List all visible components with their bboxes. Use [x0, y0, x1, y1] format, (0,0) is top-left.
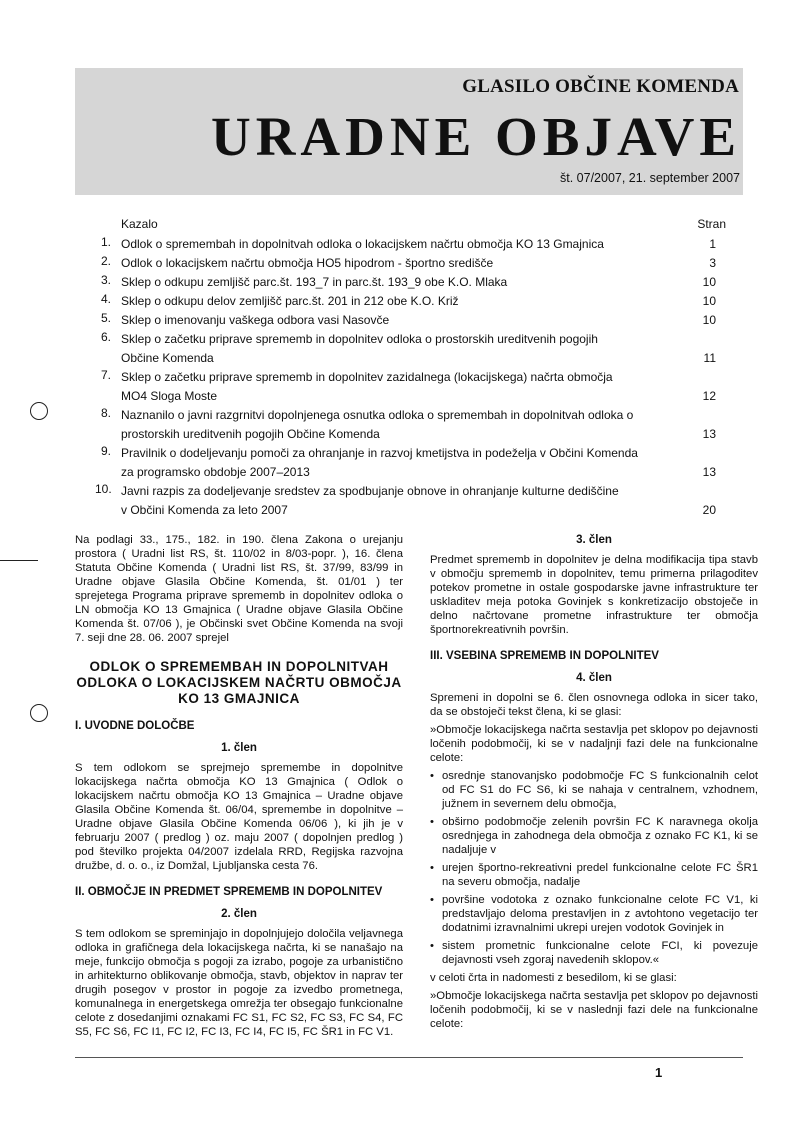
- footer-rule: [75, 1057, 743, 1058]
- publication-title: URADNE OBJAVE: [210, 106, 741, 167]
- fold-mark: [0, 560, 38, 561]
- table-of-contents: [95, 213, 730, 520]
- toc-item: [95, 368, 730, 406]
- toc-item-page: 10: [702, 294, 716, 308]
- toc-item-number: 5.: [100, 311, 111, 325]
- toc-item-page: 13: [702, 465, 716, 479]
- toc-item-number: 10.: [95, 482, 112, 496]
- toc-item-page: 13: [702, 427, 716, 441]
- toc-item-line: Sklep o imenovanju vaškega odbora vasi Nasovče: [121, 313, 390, 327]
- toc-item-number: 4.: [100, 292, 111, 306]
- toc-item-line: Odlok o lokacijskem načrtu območja HO5 hipodrom - športno središče: [121, 256, 494, 270]
- toc-item: [95, 254, 730, 273]
- article-text: Spremeni in dopolni se 6. člen osnovnega odloka in sicer tako, da se obstoječi tekst člena, ki se glasi:: [430, 692, 758, 718]
- list-item: • osrednje stanovanjsko podobmočje FC S funkcionalnih celot od FC S1 do FC S6, ki se nahaja v centralnem, vzhodnem, južnem in severnem delu območja,: [430, 769, 758, 811]
- toc-item-line: Odlok o spremembah in dopolnitvah odloka o lokacijskem načrtu območja KO 13 Gmajnica: [121, 237, 604, 251]
- article-heading: 3. člen: [576, 534, 612, 546]
- toc-item-page: 12: [702, 389, 716, 403]
- toc-item-line: Javni razpis za dodeljevanje sredstev za spodbujanje obnove in ohranjanje kulturne dediščine: [121, 484, 619, 498]
- toc-item-page: 10: [702, 275, 716, 289]
- toc-item-page: 20: [702, 503, 716, 517]
- quoted-text: »Območje lokacijskega načrta sestavlja pet sklopov po dejavnosti ločenih podobmočij, ki se v naslednji fazi dele na funkcionalne celote:: [430, 990, 758, 1030]
- toc-page-heading: Stran: [697, 217, 726, 231]
- masthead: [75, 68, 743, 195]
- toc-item-line: Sklep o začetku priprave sprememb in dopolnitev odloka o prostorskih ureditvenih pogojih: [121, 332, 598, 346]
- toc-item: [95, 292, 730, 311]
- toc-item-title: [121, 254, 680, 273]
- toc-item-number: 8.: [100, 406, 111, 420]
- toc-item-page: 1: [709, 237, 716, 251]
- article-text: v celoti črta in nadomesti z besedilom, ki se glasi:: [430, 972, 677, 984]
- toc-item-title: [121, 292, 680, 311]
- toc-item: [95, 330, 730, 368]
- toc-item-line: Pravilnik o dodeljevanju pomoči za ohranjanje in razvoj kmetijstva in podeželja v Občini Komenda: [121, 446, 638, 460]
- punch-hole-top: [30, 402, 48, 420]
- toc-item-title: [121, 273, 680, 292]
- toc-item-number: 3.: [100, 273, 111, 287]
- toc-item-line: Občine Komenda: [121, 351, 214, 365]
- toc-item-line: MO4 Sloga Moste: [121, 389, 218, 403]
- publisher-name: GLASILO OBČINE KOMENDA: [462, 76, 739, 97]
- article-heading: 4. člen: [576, 672, 612, 684]
- toc-header: [95, 213, 730, 235]
- act-title: ODLOK O SPREMEMBAH IN DOPOLNITVAH ODLOKA O LOKACIJSKEM NAČRTU OBMOČJA KO 13 GMAJNICA: [76, 659, 402, 706]
- left-column: [75, 533, 403, 1039]
- issue-info: št. 07/2007, 21. september 2007: [560, 171, 740, 185]
- list-item: • sistem prometnic funkcionalne celote FCI, ki povezuje dejavnosti vseh zgoraj navedenih sklopov.«: [430, 939, 758, 967]
- list-item: • obširno podobmočje zelenih površin FC K naravnega okolja osrednjega in zahodnega dela območja z oznako FC K1, ki se nadaljuje v: [430, 815, 758, 857]
- toc-item-line: Sklep o začetku priprave sprememb in dopolnitev zazidalnega (lokacijskega) načrta območja: [121, 370, 613, 384]
- toc-item-line: za programsko obdobje 2007–2013: [121, 465, 310, 479]
- toc-item: [95, 406, 730, 444]
- toc-item: [95, 311, 730, 330]
- preamble: Na podlagi 33., 175., 182. in 190. člena Zakona o urejanju prostora ( Uradni list RS, št. 110/02 in 8/03-popr. ), 16. člena Statuta Občine Komenda ( Uradni list RS, št. 37/99, 83/99 in Uradne objave Glasila Občine Komenda, št. 01/01 ) ter sprejetega Programa priprave sprememb in dopolnitev odloka o LN območja KO 13 Gmajnica ( Uradne objave Glasila Občine Komenda št. 07/06 ), je Občinski svet Občine Komenda na svoji 7. seji dne 28. 06. 2007 sprejel: [75, 534, 403, 644]
- toc-item: [95, 482, 730, 520]
- toc-item-title: [121, 330, 680, 368]
- article-text: Predmet sprememb in dopolnitev je delna modifikacija tipa stavb v območju sprememb in dopolnitev, temu primerna prilagoditev potekov prometne in ostale gospodarske javne infrastrukture ter uskladitev meja potoka Govinjek s konkretizacijo obstoječe in delno načrtovane prometne infrastrukture ter območja športnorekreativnih površin.: [430, 554, 758, 636]
- toc-item-number: 2.: [100, 254, 111, 268]
- toc-item-title: [121, 482, 680, 520]
- toc-item: [95, 273, 730, 292]
- toc-item-line: v Občini Komenda za leto 2007: [121, 503, 288, 517]
- toc-item-number: 1.: [100, 235, 111, 249]
- article-text: S tem odlokom se spreminjajo in dopolnjujejo določila veljavnega odloka in grafičnega dela lokacijskega načrta, ki se nanašajo na meje, funkcijo območja s pogoji za izrabo, pogoje za urbanistično in arhitekturno oblikovanje območja, stavb, objektov in naprav ter drugih posegov v prostor in pogoje za izvedbo prometnega, komunalnega in energetskega omrežja ter obsegajo funkcionalne celote z dosedanjimi oznakami FC S1, FC S2, FC S3, FC S4, FC S5, FC S6, FC I1, FC I2, FC I3, FC I4, FC I5, FC ŠR1 in FC V1.: [75, 928, 403, 1038]
- toc-item-title: [121, 368, 680, 406]
- section-heading: III. VSEBINA SPREMEMB IN DOPOLNITEV: [430, 650, 659, 662]
- list-item: • površine vodotoka z oznako funkcionalne celote FC V1, ki predstavljajo deloma prestavljen in z avtohtono vegetacijo ter dodatnimi izravnalnimi ukrepi urejen vodotok Govinjek in: [430, 893, 758, 935]
- toc-item-number: 6.: [100, 330, 111, 344]
- quoted-text: »Območje lokacijskega načrta sestavlja pet sklopov po dejavnosti ločenih podobmočij, ki se v nadaljnji fazi dele na funkcionalne celote:: [430, 724, 758, 764]
- toc-item-line: Naznanilo o javni razgrnitvi dopolnjenega osnutka odloka o spremembah in dopolnitvah odloka o: [121, 408, 634, 422]
- toc-item-line: prostorskih ureditvenih pogojih Občine Komenda: [121, 427, 380, 441]
- page-number: 1: [655, 1065, 663, 1080]
- section-heading: I. UVODNE DOLOČBE: [75, 720, 195, 732]
- toc-item: [95, 235, 730, 254]
- toc-item: [95, 444, 730, 482]
- toc-heading: Kazalo: [121, 217, 158, 231]
- toc-item-page: 11: [703, 351, 716, 365]
- toc-item-number: 9.: [100, 444, 111, 458]
- toc-item-line: Sklep o odkupu zemljišč parc.št. 193_7 in parc.št. 193_9 obe K.O. Mlaka: [121, 275, 508, 289]
- toc-item-title: [121, 406, 680, 444]
- toc-list: [95, 235, 730, 520]
- article-text: S tem odlokom se sprejmejo spremembe in dopolnitve lokacijskega načrta območja KO 13 Gmajnica ( Odlok o lokacijskem načrtu območja KO 13 Gmajnica – Uradne objave Glasila Občine Komenda št. 06/04, spremembe in dopolnitve – Uradne objave Glasila Občine Komenda 06/06 ), ki jih je v februarju 2007 ( predlog ) oz. maju 2007 ( dopolnjen predlog ) pod številko projekta 04/2007 izdelala RRD, Regijska razvojna družbe, d. o. o., iz Domžal, Ljubljanska cesta 76.: [75, 762, 403, 872]
- article-heading: 1. člen: [221, 742, 257, 754]
- list-item: • urejen športno-rekreativni predel funkcionalne celote FC ŠR1 na severu območja, nadalje: [430, 861, 758, 889]
- article-heading: 2. člen: [221, 908, 257, 920]
- toc-item-number: 7.: [100, 368, 111, 382]
- toc-item-title: [121, 235, 680, 254]
- right-column: [430, 533, 758, 1031]
- toc-item-page: 3: [709, 256, 716, 270]
- toc-item-page: 10: [702, 313, 716, 327]
- toc-item-line: Sklep o odkupu delov zemljišč parc.št. 201 in 212 obe K.O. Križ: [121, 294, 459, 308]
- punch-hole-bottom: [30, 704, 48, 722]
- section-heading: II. OBMOČJE IN PREDMET SPREMEMB IN DOPOLNITEV: [75, 886, 383, 898]
- toc-item-title: [121, 311, 680, 330]
- toc-item-title: [121, 444, 680, 482]
